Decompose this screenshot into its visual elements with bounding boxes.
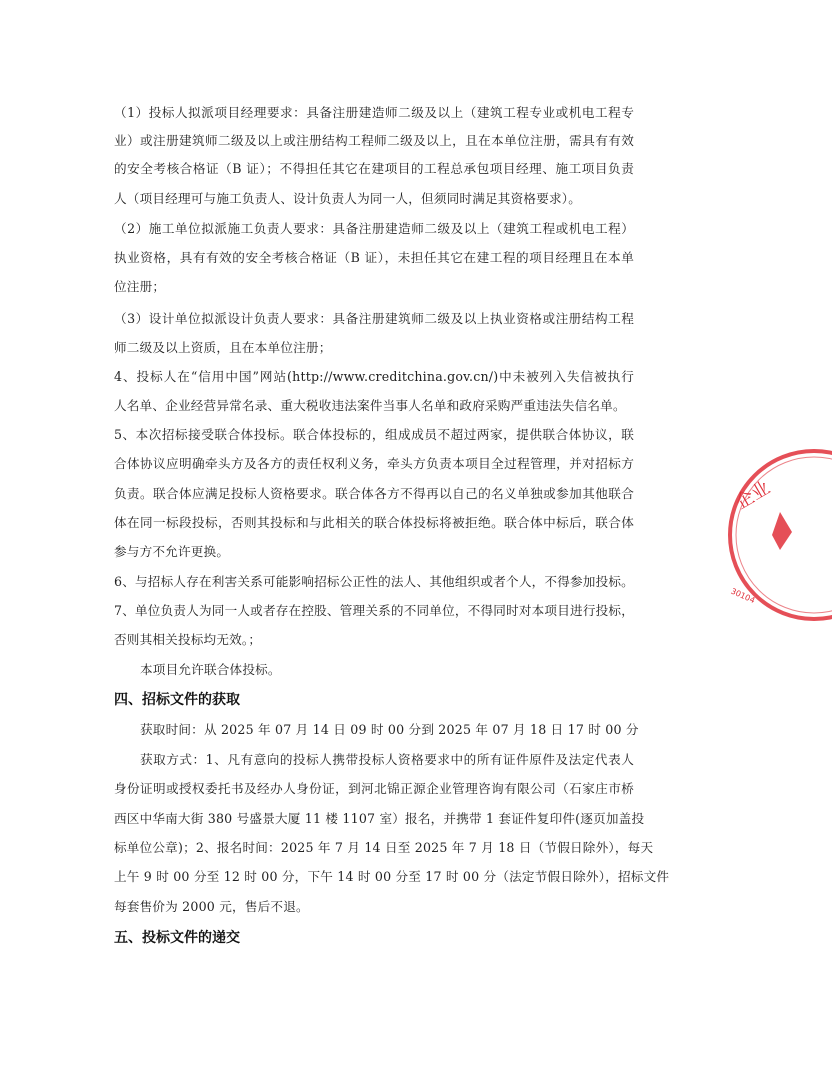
seal-text-bottom: 30104 xyxy=(729,586,757,606)
paragraph-line: 位注册； xyxy=(114,279,166,294)
paragraph-line: 6、与招标人存在利害关系可能影响招标公正性的法人、其他组织或者个人，不得参加投标。 xyxy=(114,574,634,589)
paragraph-line: 参与方不允许更换。 xyxy=(114,544,230,559)
paragraph-line: 师二级及以上资质，且在本单位注册； xyxy=(114,340,332,355)
paragraph-line: 体在同一标段投标，否则其投标和与此相关的联合体投标将被拒绝。联合体中标后，联合体 xyxy=(114,515,634,530)
paragraph-line: 业）或注册建筑师二级及以上或注册结构工程师二级及以上，且在本单位注册，需具有有效 xyxy=(114,133,634,148)
paragraph-line: 4、投标人在“信用中国”网站(http://www.creditchina.gov.cn/)中未被列入失信被执行 xyxy=(114,369,634,384)
paragraph-line: 的安全考核合格证（B 证）；不得担任其它在建项目的工程总承包项目经理、施工项目负责 xyxy=(114,161,634,176)
paragraph-line: （2）施工单位拟派施工负责人要求：具备注册建造师二级及以上（建筑工程或机电工程） xyxy=(114,221,634,236)
paragraph-line: 执业资格，具有有效的安全考核合格证（B 证），未担任其它在建工程的项目经理且在本单 xyxy=(114,250,634,265)
paragraph-line: 负责。联合体应满足投标人资格要求。联合体各方不得再以自己的名义单独或参加其他联合 xyxy=(114,486,634,501)
section-heading: 四、招标文件的获取 xyxy=(114,692,240,708)
paragraph-line: 每套售价为 2000 元，售后不退。 xyxy=(114,899,309,914)
paragraph-line: 人名单、企业经营异常名录、重大税收违法案件当事人名单和政府采购严重违法失信名单。 xyxy=(114,398,626,413)
paragraph-line: 标单位公章)；2、报名时间：2025 年 7 月 14 日至 2025 年 7 月 18 日（节假日除外），每天 xyxy=(114,840,654,855)
paragraph-line: 7、单位负责人为同一人或者存在控股、管理关系的不同单位，不得同时对本项目进行投标， xyxy=(114,603,634,618)
paragraph-line: 5、本次招标接受联合体投标。联合体投标的，组成成员不超过两家，提供联合体协议，联 xyxy=(114,427,634,442)
paragraph-line: 获取方式：1、凡有意向的投标人携带投标人资格要求中的所有证件原件及法定代表人 xyxy=(140,752,634,767)
paragraph-line: 身份证明或授权委托书及经办人身份证，到河北锦正源企业管理咨询有限公司（石家庄市桥 xyxy=(114,781,634,796)
paragraph-line: （3）设计单位拟派设计负责人要求：具备注册建筑师二级及以上执业资格或注册结构工程 xyxy=(114,311,634,326)
paragraph-line: 否则其相关投标均无效。； xyxy=(114,632,262,647)
paragraph-line: 本项目允许联合体投标。 xyxy=(140,662,281,677)
paragraph-line: 人（项目经理可与施工负责人、设计负责人为同一人，但须同时满足其资格要求）。 xyxy=(114,191,582,206)
paragraph-line: （1）投标人拟派项目经理要求：具备注册建造师二级及以上（建筑工程专业或机电工程专 xyxy=(114,105,634,120)
paragraph-line: 西区中华南大街 380 号盛景大厦 11 楼 1107 室）报名，并携带 1 套证件复印件(逐页加盖投 xyxy=(114,811,645,826)
company-seal xyxy=(722,440,832,630)
acquisition-time: 获取时间：从 2025 年 07 月 14 日 09 时 00 分到 2025 年 07 月 18 日 17 时 00 分 xyxy=(140,722,639,737)
section-heading: 五、投标文件的递交 xyxy=(114,930,240,946)
paragraph-line: 上午 9 时 00 分至 12 时 00 分，下午 14 时 00 分至 17 时 00 分（法定节假日除外），招标文件 xyxy=(114,869,670,884)
paragraph-line: 合体协议应明确牵头方及各方的责任权利义务，牵头方负责本项目全过程管理，并对招标方 xyxy=(114,456,634,471)
seal-text-top: 企业 xyxy=(732,477,774,514)
